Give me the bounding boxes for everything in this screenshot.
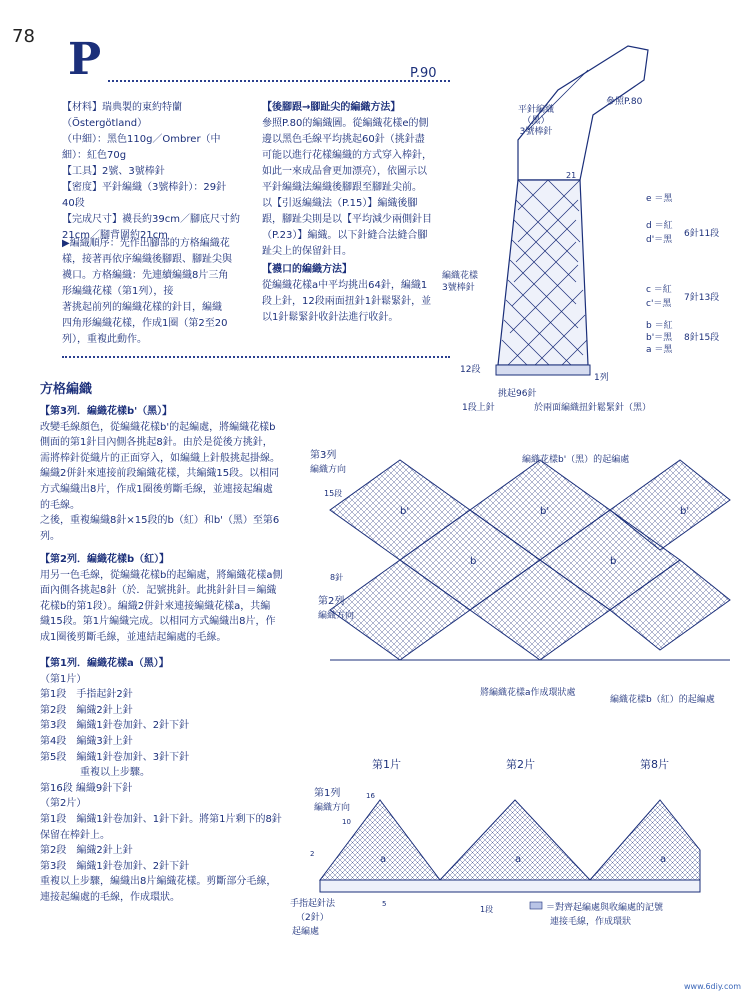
sock-diagram [438,20,748,420]
row2-label: 第2列 [318,596,345,607]
row1-step: 第3段 編織1針卷加針、2針下針 [40,860,190,872]
piece1-label: 第1片 [372,758,401,771]
legend-swatch [530,902,542,909]
join-legend: ＝對齊起編處與收編處的記號 [546,903,664,913]
heel-line: 如此一來成品會更加漂亮），依圖示以 [262,166,427,177]
piece8-label: 第8片 [640,758,669,771]
legend-c-count: 7針13段 [684,293,720,303]
row1-step: （第1片） [40,673,87,685]
ref-label: 參照P.80 [606,97,643,107]
order-line: 列），重複此動作。 [62,334,147,345]
row1-step: 連接起編處的毛線，作成環狀。 [40,891,180,903]
cuff-line: 從編織花樣a中平均挑出64針，編織1 [262,280,428,291]
triangle-chart-diagram [290,750,730,940]
heel-block [262,100,450,260]
row1-step: 第2段 編織2針上針 [40,845,133,857]
row2-line: 面內側各挑起8針（於．記號挑針。此挑針針目＝編織 [40,585,277,597]
ribbing-label: 於兩面編織扭針鬆緊針（黑） [534,403,652,413]
legend-c2: c'＝黑 [646,299,672,309]
purl-label: 1段上針 [462,403,495,413]
size-line: 【完成尺寸】襪長約39cm／腳底尺寸約 [62,214,240,225]
heel-line: 邊以黑色毛線平均挑起60針（挑針盡 [262,134,425,145]
triangle-a [590,800,700,880]
row3-line: 之後，重複編織8針×15段的b（紅）和b'（黑）至第6 [40,515,280,527]
b-red-start-label: 編織花樣b（紅）的起編處 [610,695,715,705]
pickup-label: 挑起96針 [498,389,537,399]
row1-title: 【第1列．編織花樣a（黑）】 [40,658,169,669]
reference-page: P.90 [410,66,437,81]
row1-label: 第1列 [314,788,341,799]
gauge-line: 40段 [62,198,85,209]
row2-direction: 編織方向 [318,611,355,621]
legend-d2: d'＝黑 [646,235,673,245]
row3-line: 列。 [40,530,60,542]
page-number: 78 [12,26,35,47]
gauge-line: 【密度】平針編織（3號棒針）：29針 [62,182,227,193]
row1-step: 第5段 編織1針卷加針、3針下針 [40,751,190,763]
cuff-title: 【襪口的編織方法】 [262,264,352,275]
row-count-label: 21 [566,171,577,180]
row1-step: 第1段 編織1針卷加針、1針下針。將第1片剩下的8針 [40,813,282,825]
row1-step: 第3段 編織1針卷加針、2針下針 [40,720,190,732]
row3-direction: 編織方向 [310,465,347,475]
label-b: b [610,556,617,567]
num-16: 16 [366,792,375,800]
join-legend: 連接毛線，作成環狀 [550,917,632,927]
rows15-label: 15段 [324,489,343,498]
header-divider [108,80,450,82]
legend-b-count: 8針15段 [684,333,720,343]
row1-block [40,656,302,906]
row1-step: 第16段 編織9針下針 [40,782,133,794]
row3-line: 改變毛線顏色，從編織花樣b'的起編處，將編織花樣b [40,421,276,433]
heel-line: 可能以進行花樣編織的方式穿入棒針， [262,150,432,161]
row2-line: 花樣b的第1段）。編織2併針來連接編織花樣a，共編 [40,600,271,612]
row3-title: 【第3列．編織花樣b'（黑）】 [40,406,173,417]
row3-line: 需將棒針從織片的正面穿入，如編織上針般挑起掛線。 [40,452,280,464]
label-b-prime: b' [400,506,410,517]
label-b: b [470,556,477,567]
heel-line: 參照P.80的編織圖。從編織花樣e的側 [262,118,429,129]
b-prime-start-label: 編織花樣b'（黑）的起編處 [522,455,630,465]
row1-step: 重複以上步驟。 [40,767,150,779]
stockinette-label: 平針編織 [517,105,555,115]
cuff-line: 段上針，12段兩面扭針1針鬆緊針，並 [262,296,432,307]
tools-line: 【工具】2號、3號棒針 [62,166,165,177]
row3-block [40,404,302,544]
order-block [62,236,252,348]
row1-step: 第1段 手指起針2針 [40,689,133,701]
square-chart-diagram [310,440,750,720]
order-line: 著挑起前列的編織花樣的針目，編織 [62,302,222,313]
heel-title: 【後腳跟→腳趾尖的編織方法】 [262,102,401,113]
row3-line: 編織2併針來連接前段編織花樣，共編織15段。以相同 [40,468,280,480]
materials-line: （中細）：黑色110g／Ombrer（中 [62,134,221,145]
num-10: 10 [342,818,351,826]
section-divider [62,356,450,358]
row2-line: 用另一色毛線，從編織花樣b的起編處，將編織花樣a側 [40,569,283,581]
legend-d-count: 6針11段 [684,229,720,239]
cast-on-count: （2針） [296,913,329,923]
site-watermark: www.6diy.com [684,982,742,991]
heel-line: 平針編織法編織後腳跟至腳趾尖前。 [262,182,422,193]
num-1: 1段 [480,905,494,914]
legend-e: e ＝黑 [646,194,673,204]
legend-a: a ＝黑 [646,345,673,355]
triangle-a [440,800,590,880]
heel-line: 以【引返編織法（P.15）】編織後腳 [262,198,418,209]
materials-block [62,100,250,244]
cuff-rows-label: 12段 [460,365,481,375]
cuff-block [262,262,450,326]
legend-d: d ＝紅 [646,221,673,231]
row2-line: 織15段。第1片編織完成。以相同方式編織出8片，作 [40,616,276,628]
pattern-letter: P [68,34,102,85]
cuff-line: 以1針鬆緊針收針法進行收針。 [262,312,399,323]
row2-block [40,552,302,646]
row3-line: 的毛線。 [40,499,80,511]
row1-step: 重複以上步驟，編織出8片編織花樣。剪斷部分毛線， [40,876,277,888]
order-line: ▶編織順序：先作出腳部的方格編織花 [62,238,230,249]
square-section-title: 方格編織 [40,382,93,397]
row1-step: 第4段 編織3針上針 [40,735,133,747]
cuff-band [496,365,590,375]
ring-label: 將編織花樣a作成環狀處 [480,688,576,698]
stockinette-color: （黑） [522,116,550,126]
st8-label: 8針 [330,573,344,582]
legend-b: b ＝紅 [646,321,673,331]
label-a: a [380,854,387,865]
label-b-prime: b' [540,506,550,517]
row3-line: 方式編織出8片，作成1圈後剪斷毛線，並連接起編處 [40,483,273,495]
row3-line: 側面的第1針目內側各挑起8針。由於是從後方挑針， [40,437,273,449]
size-line: 21cm／腳背圍約21cm [62,230,168,241]
heel-line: 趾尖上的保留針目。 [262,246,352,257]
label-b-prime: b' [680,506,690,517]
order-line: 形編織花樣（第1列），接 [62,286,174,297]
num-5: 5 [382,900,387,908]
row3-label: 第3列 [310,450,337,461]
row1-step: 保留在棒針上。 [40,829,110,841]
legend-c: c ＝紅 [646,285,672,295]
cast-on-start: 起編處 [292,927,320,937]
label-a: a [660,854,667,865]
stockinette-needle: 3號棒針 [519,127,553,137]
cast-on-label: 手指起針法 [290,899,336,909]
row2-line: 成1圈後剪斷毛線，並連結起編處的毛線。 [40,631,227,643]
pattern-label: 編織花樣 [442,271,479,281]
order-line: 樣，接著再依序編織後腳跟、腳趾尖與 [62,254,232,265]
order-line: 四角形編織花樣，作成1圈（第2至20 [62,318,228,329]
row1-step: 第2段 編織2針上針 [40,704,133,716]
order-line: 襪口。方格編織：先連續編織8片三角 [62,270,229,281]
row1-direction: 編織方向 [314,803,351,813]
legend-b2: b'＝黑 [646,333,673,343]
num-2: 2 [310,850,315,858]
heel-line: 跟，腳趾尖則是以【平均減少兩側針目 [262,214,432,225]
materials-line: 【材料】瑞典製的東約特蘭（Östergötland） [62,102,182,129]
label-a: a [515,854,522,865]
cast-on-band [320,880,700,892]
cuff-col-label: 1列 [594,373,609,383]
piece2-label: 第2片 [506,758,535,771]
pattern-needle: 3號棒針 [442,283,475,293]
heel-line: （P.23）】編織。以下針縫合法縫合腳 [262,230,428,241]
row2-title: 【第2列．編織花樣b（紅）】 [40,554,170,565]
row1-step: （第2片） [40,798,87,810]
materials-line: 細）：紅色70g [62,150,127,161]
